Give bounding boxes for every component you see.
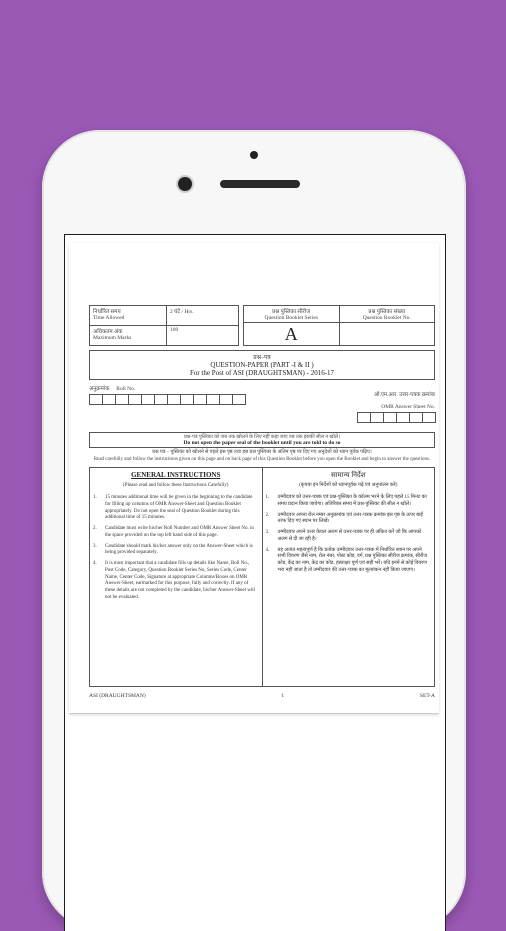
instructions-subtitle-hindi: (कृपया इन निर्देशों को ध्यानपूर्वक पढ़ें एवं अनुपालन करें) xyxy=(299,483,398,489)
roll-label: Roll No. xyxy=(116,386,136,392)
front-camera-icon xyxy=(178,177,192,191)
question-paper-page[interactable] xyxy=(69,243,439,714)
instruction-item: 1. उम्मीदवार को उत्तर-पत्रक एवं प्रश्न-पुस्तिका के कॉलम भरने के लिए पहले 15 मिनट का समय प्रदान किया जायेगा। अतिरिक्त समय में प्रश्न-पुस्तिका की सील न खोलें। xyxy=(265,495,427,507)
seal-notice xyxy=(89,432,435,448)
read-carefully-note xyxy=(89,450,435,463)
instructions-title-hindi: सामान्य निर्देश xyxy=(330,471,366,479)
proximity-sensor xyxy=(250,151,258,159)
instruction-item: 4. यह अत्यंत महत्वपूर्ण है कि प्रत्येक उम्मीदवार उत्तर-पत्रक में निर्धारित स्थान पर अपने सभी विवरण जैसे नाम, रोल नंबर, पोस्ट कोड, वर्ग, प्रश्न पुस्तिका सीरीज क्रमांक, सीरीज कोड, केंद्र का नाम, केंद्र का कोड, हस्ताक्षर पूर्ण एवं सही भरें। यदि इनमें से कोई विवरण भरा नहीं जाता है तो उम्मीदवार की उत्तर-पत्रक का मूल्यांकन नहीं किया जाएगा। xyxy=(265,547,428,573)
instructions-box xyxy=(89,467,435,687)
instructions-hindi xyxy=(263,468,435,686)
title-line1: QUESTION-PAPER (PART -I & II ) xyxy=(210,361,314,369)
booklet-no-box xyxy=(340,305,436,346)
roll-label-hindi: अनुक्रमांक xyxy=(89,386,110,392)
seal-notice-hindi: प्रश्न-पत्र पुस्तिका को जब तक खोलने के लिए नहीं कहा जाए तब तक इसकी सील न खोलें। xyxy=(183,435,341,440)
omr-label-hindi: ओ.एम.आर. उत्तर-पत्रक क्रमांक xyxy=(373,392,435,398)
omr-label: OMR Answer Sheet No. xyxy=(381,404,435,410)
booklet-series-label: प्रश्न पुस्तिका सीरीज Question Booklet Series xyxy=(244,306,339,323)
phone-screen xyxy=(64,234,446,931)
max-marks-label: अधिकतम अंक Maximum Marks xyxy=(90,326,167,346)
time-marks-table xyxy=(89,305,239,346)
seal-notice-en: Do not open the paper seal of the booklet until you are told to do so xyxy=(183,440,341,446)
booklet-series-box xyxy=(243,305,340,346)
note-hindi: प्रश्न पत्र – पुस्तिका को खोलने से पहले इस पृष्ठ तथा इस प्रश्न पुस्तिका के अंतिम पृष्ठ पर दिए गए अनुदेशों को ध्यान पूर्वक पढ़िए। xyxy=(152,450,372,455)
booklet-no-label: प्रश्न पुस्तिका संख्या Question Booklet No. xyxy=(340,306,435,323)
paper-header xyxy=(89,305,435,699)
instruction-item: 4. It is most important that a candidate fills up details like Name, Roll No., Post Code, Category, Question Booklet Series No, Series Code, Center Name, Center Code, Signature at appropriate Columns/Boxes on OMR Answer-Sheet, earmarked for this purpose, fully and correctly. If any of these details are not completed by the candidate, his/her Answer-Sheet will not be evaluated. xyxy=(93,561,255,600)
title-hindi: प्रश्न–पत्र xyxy=(253,355,271,361)
time-allowed-label: निर्धारित समय Time Allowed xyxy=(90,306,167,326)
time-allowed-value: 2 घंटे / Hrs. xyxy=(167,306,239,326)
paper-title-box xyxy=(89,350,435,380)
page-number: 1 xyxy=(281,693,285,699)
title-line2: For the Post of ASI (DRAUGHTSMAN) - 2016-17 xyxy=(189,369,335,377)
instruction-item: 2. Candidate must write his/her Roll Number and OMR Answer Sheet No. in the space provided on the top left hand side of this page. xyxy=(93,526,254,538)
instruction-item: 2. उम्मीदवार अपना रोल नम्बर अनुक्रमांक एवं उत्तर-पत्रक क्रमांक इस पृष्ठ के ऊपर बाईं तरफ दिए गए स्थान पर लिखें। xyxy=(265,512,423,525)
booklet-series-value: A xyxy=(284,324,298,344)
omr-number-block xyxy=(357,384,435,428)
footer-left: ASI (DRAUGHTSMAN) xyxy=(89,693,146,699)
roll-number-block xyxy=(89,384,245,428)
paper-footer xyxy=(89,693,435,699)
roll-number-boxes[interactable] xyxy=(89,392,245,410)
instructions-english xyxy=(90,468,263,686)
earpiece-speaker xyxy=(220,180,300,188)
roll-omr-row xyxy=(89,384,435,428)
max-marks-value: 100 xyxy=(167,326,239,346)
footer-right: SET-A xyxy=(419,693,435,699)
omr-number-boxes[interactable] xyxy=(357,410,435,428)
phone-frame xyxy=(42,130,466,930)
instruction-item: 3. Candidate should mark his/her answer only on the Answer-Sheet which is being provided separately. xyxy=(93,543,253,556)
instructions-subtitle: (Please read and follow these Instructions Carefully) xyxy=(123,483,229,489)
instructions-title: GENERAL INSTRUCTIONS xyxy=(131,471,221,479)
instruction-item: 3. उम्मीदवार अपने उत्तर केवल अलग से उत्तर-पत्रक पर ही अंकित करें जो कि आपको अलग से दी जा रही है। xyxy=(265,530,422,542)
note-en: Read carefully and follow the instructions given on this page and on back page of this Question Booklet before you open the Booklet and begin to answer the questions. xyxy=(93,456,431,462)
instruction-item: 1. 15 minutes additional time will be given in the beginning to the candidate for filling up columns of OMR Answer-Sheet and Question Booklet appropriately. Do not open the seal of Question Booklet during this additional time of 15 minutes. xyxy=(93,495,253,521)
